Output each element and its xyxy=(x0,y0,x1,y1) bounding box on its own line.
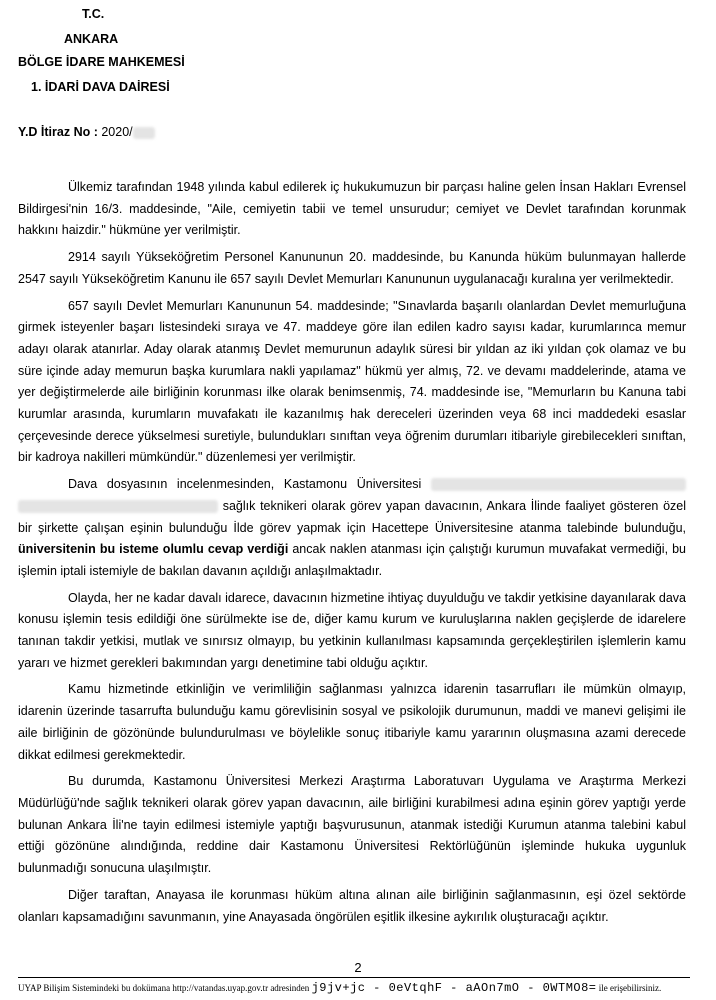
footer xyxy=(18,981,661,995)
footer-divider xyxy=(18,977,690,978)
document-body xyxy=(18,177,686,933)
header-city: ANKARA xyxy=(64,32,119,46)
paragraph-6: Kamu hizmetinde etkinliğin ve verimliliğin sağlanması yalnızca idarenin tasarrufları ile mümkün olmayıp, idarenin üzerinde tasarrufta bulunduğu kamu görevlisinin sosyal ve psikolojik durumunun, maddi ve manevi gelişimi ile aile birliğinin de gözönünde bulundurulması ve böylelikle sonuç itibariyle kamu yararının oluşmasına azami derecede dikkat edilmesi gerekmektedir. xyxy=(18,682,686,762)
redacted-case-number xyxy=(133,127,155,139)
reference-number xyxy=(18,125,155,139)
reference-year: 2020/ xyxy=(101,125,133,139)
header-court: BÖLGE İDARE MAHKEMESİ xyxy=(18,55,185,69)
reference-label: Y.D İtiraz No : xyxy=(18,125,98,139)
footer-text: UYAP Bilişim Sistemindeki bu dokümana http://vatandas.uyap.gov.tr adresinden xyxy=(18,983,310,993)
footer-text-end: ile erişebilirsiniz. xyxy=(598,983,662,993)
paragraph-1: Ülkemiz tarafından 1948 yılında kabul edilerek iç hukukumuzun bir parçası haline gelen İnsan Hakları Evrensel Bildirgesi'nin 16/3. maddesinde, "Aile, cemiyetin tabii ve temel unsurudur; cemiyet ve Devlet tarafından korunmak hakkını haizdir." hükmüne yer verilmiştir. xyxy=(18,180,686,238)
paragraph-4-bold: üniversitenin bu isteme olumlu cevap verdiği xyxy=(18,542,289,557)
redacted-unit-name-cont xyxy=(18,500,218,513)
paragraph-2: 2914 sayılı Yükseköğretim Personel Kanununun 20. maddesinde, bu Kanunda hüküm bulunmayan hallerde 2547 sayılı Yükseköğretim Kanunu ile 657 sayılı Devlet Memurları Kanununun uygulanacağı kuralına yer verilmektedir. xyxy=(18,250,686,286)
paragraph-7: Bu durumda, Kastamonu Üniversitesi Merkezi Araştırma Laboratuvarı Uygulama ve Araştırma Merkezi Müdürlüğü'nde sağlık teknikeri olarak görev yapan davacının, aile birliğini kurabilmesi adına eşinin görev yaptığı yerde bulunan Ankara İli'ne tayin edilmesi istemiyle yaptığı başvurusunun, atanmak istediği Kurumun atanma talebini kabul ettiği gözönüne alındığında, reddine dair Kastamonu Üniversitesi Rektörlüğünün işleminde hukuka uygunluk bulunmadığı sonucuna ulaşılmıştır. xyxy=(18,774,686,876)
header-chamber: 1. İDARİ DAVA DAİRESİ xyxy=(31,80,170,94)
paragraph-4-end: ancak naklen atanması için çalıştığı kurumun muvafakat vermediği, bu işlemin iptali istemiyle de bakılan davanın açıldığı anlaşılmaktadır. xyxy=(18,542,686,578)
paragraph-8: Diğer taraftan, Anayasa ile korunması hüküm altına alınan aile birliğinin sağlanmasının, eşi özel sektörde olanları kapsamadığını savunmanın, yine Anayasada öngörülen eşitlik ilkesine aykırılık oluşturacağı açıktır. xyxy=(18,887,686,924)
page-number: 2 xyxy=(354,960,362,975)
redacted-unit-name xyxy=(431,478,686,491)
paragraph-4 xyxy=(18,474,686,583)
footer-access-code: j9jv+jc - 0eVtqhF - aAOn7mO - 0WTMO8= xyxy=(311,981,597,995)
paragraph-5: Olayda, her ne kadar davalı idarece, davacının hizmetine ihtiyaç duyulduğu ve takdir yetkisine dayanılarak dava konusu işlemin tesis edildiği öne sürülmekte ise de, diğer kamu kurum ve kuruluşlarına naklen geçişlerde de idarelere tanınan takdir yetkisi, mutlak ve sınırsız olmayıp, bu yetkinin kullanılması kapsamında gerçekleştirilen işlemlerin kamu yararı ve hizmet gerekleri bakımından yargı denetimine tabi olduğu açıktır. xyxy=(18,590,686,670)
paragraph-3: 657 sayılı Devlet Memurları Kanununun 54. maddesinde; "Sınavlarda başarılı olanlardan Devlet memurluğuna girmek isteyenler başarı listesindeki sıraya ve 47. maddeye göre ilan edilen kadro sayısı kadar, kurumlarınca memur adayı olarak atanırlar. Aday olarak atanmış Devlet memurunun adaylık süresi bir yıldan az iki yıldan çok olamaz ve bu süre içinde aday memurun başka kurumlara nakli yapılamaz" hükmü yer almış, 72. ve devamı maddelerinde, atama ve yer değiştirmelerde aile birliğinin korunması ilke olarak benimsenmiş, 74. maddesinde ise, "Memurların bu Kanuna tabi kurumlar arasında, kurumların muvafakatı ile kazanılmış hak dereceleri üzerinden veya 68 inci maddedeki esaslar çerçevesinde derece yükselmesi suretiyle, bulundukları sınıftan veya öğrenim durumları itibariyle girebilecekleri sınıftan, bir kadroya nakilleri mümkündür." düzenlemesi yer verilmiştir. xyxy=(18,298,686,465)
header-tc: T.C. xyxy=(82,7,105,21)
paragraph-4-middle: sağlık teknikeri olarak görev yapan davacının, Ankara İlinde faaliyet gösteren özel bir şirkette çalışan eşinin bulunduğu İlde görev yapmak için Hacettepe Üniversitesine atanma talebinde bulunduğu, xyxy=(18,498,686,535)
paragraph-4-start: Dava dosyasının incelenmesinden, Kastamonu Üniversitesi xyxy=(68,477,422,492)
